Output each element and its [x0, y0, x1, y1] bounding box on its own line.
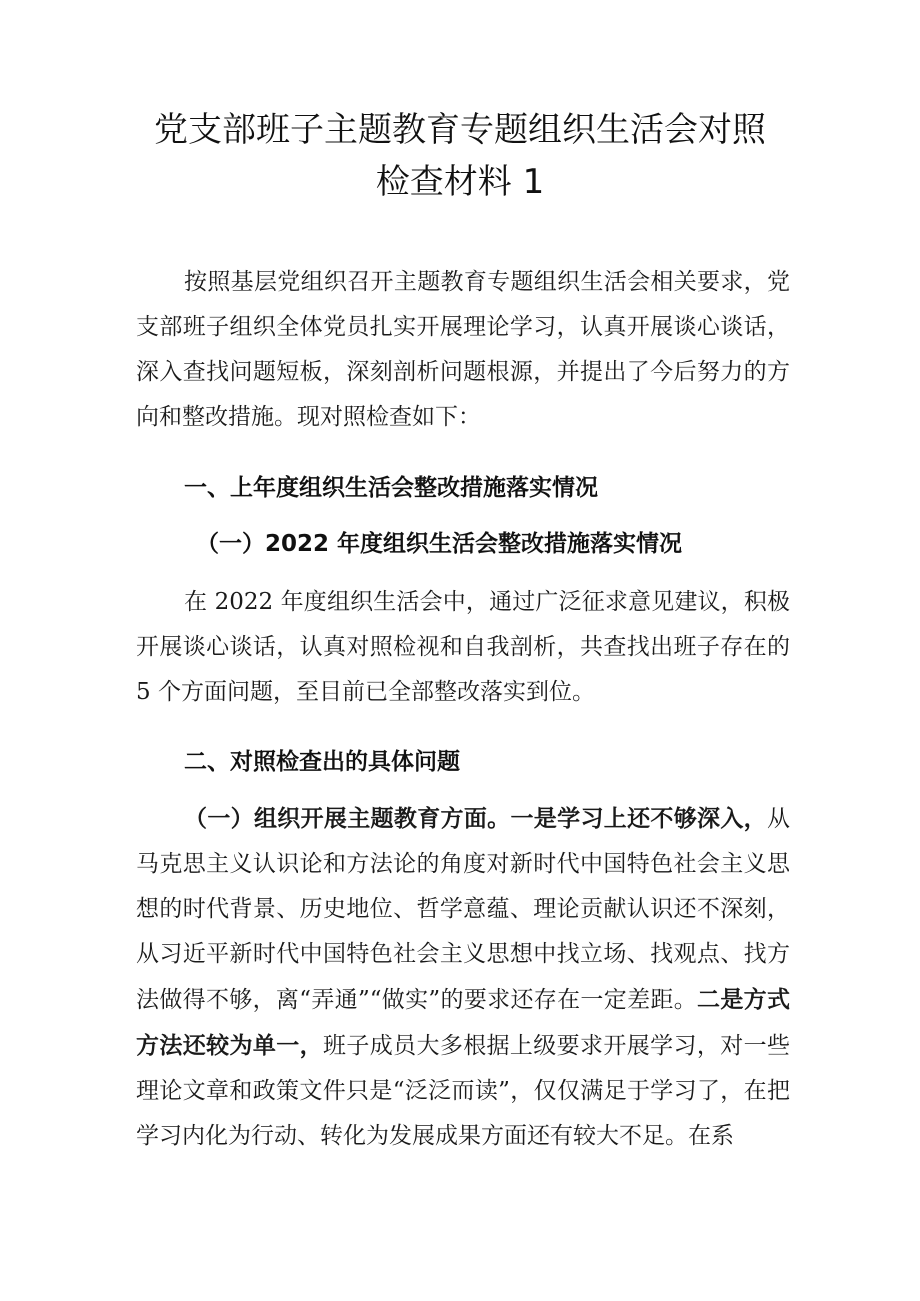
document-title-line1: 党支部班子主题教育专题组织生活会对照 — [154, 110, 766, 150]
section2-sub1-paragraph — [136, 796, 790, 1159]
section2-sub1-lead: （一）组织开展主题教育方面。一是学习上还不够深入， — [184, 805, 767, 832]
section1-heading: 一、上年度组织生活会整改措施落实情况 — [184, 475, 598, 501]
document-title-line2: 检查材料 1 — [375, 162, 545, 202]
section2-sub1-text2: 班子成员大多根据上级要求开展学习，对一些理论文章和政策文件只是“泛泛而读”，仅仅满足于学习了，在把学习内化为行动、转化为发展成果方面还有较大不足。在系 — [136, 1033, 791, 1149]
section2-sub1-text1: 从马克思主义认识论和方法论的角度对新时代中国特色社会主义思想的时代背景、历史地位、哲学意蕴、理论贡献认识还不深刻，从习近平新时代中国特色社会主义思想中找立场、找观点、找方法做得不够，离“弄通”“做实”的要求还存在一定差距。 — [136, 806, 790, 1013]
section2-heading: 二、对照检查出的具体问题 — [184, 749, 460, 775]
section2-sub1-lead2: 二是方式方法还较为单一， — [136, 986, 790, 1059]
section1-sub1-heading: （一）2022 年度组织生活会整改措施落实情况 — [196, 531, 683, 557]
intro-paragraph: 按照基层党组织召开主题教育专题组织生活会相关要求，党支部班子组织全体党员扎实开展理论学习，认真开展谈心谈话，深入查找问题短板，深刻剖析问题根源，并提出了今后努力的方向和整改措施。现对照检查如下： — [136, 269, 790, 430]
section1-sub1-body: 在 2022 年度组织生活会中，通过广泛征求意见建议，积极开展谈心谈话，认真对照检视和自我剖析，共查找出班子存在的 5 个方面问题，至目前已全部整改落实到位。 — [136, 589, 790, 705]
